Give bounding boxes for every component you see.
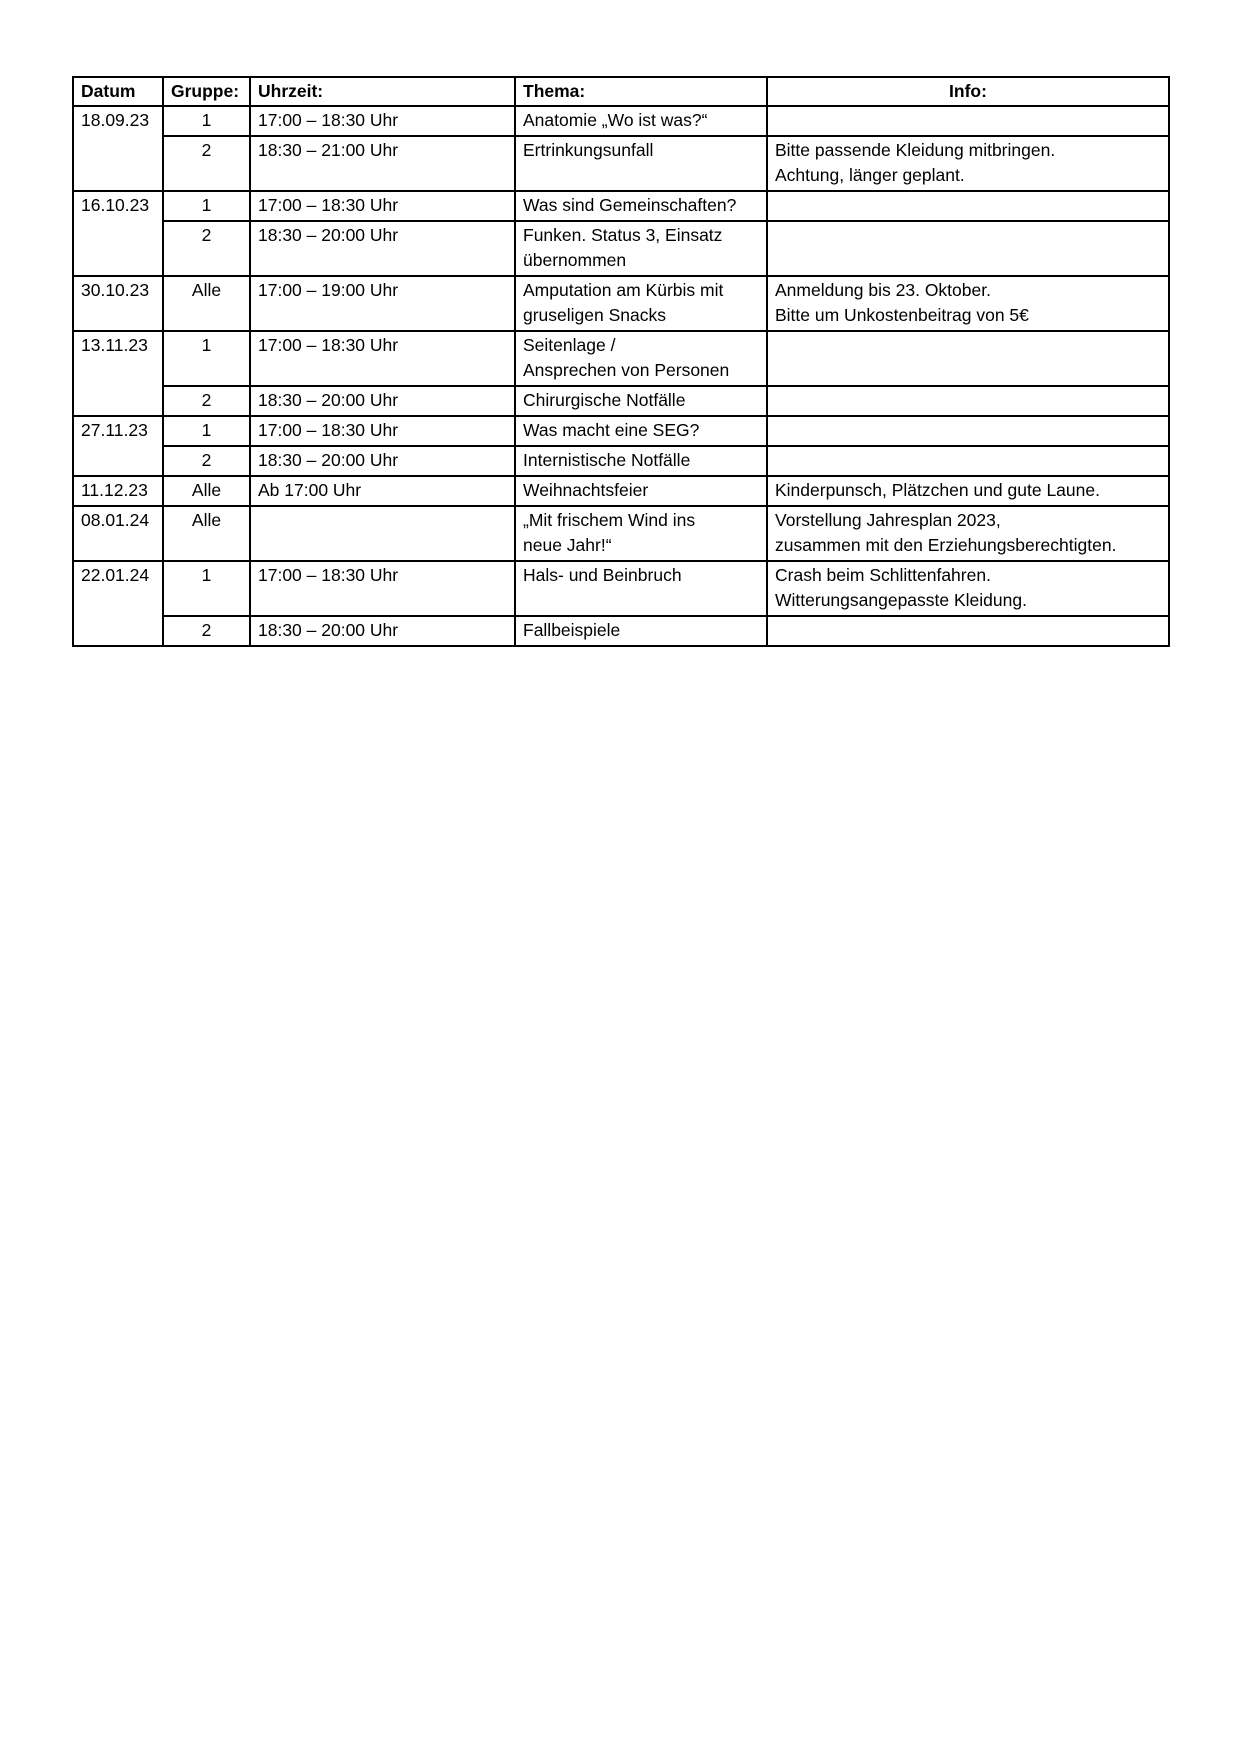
time-cell: 18:30 – 20:00 Uhr	[250, 446, 515, 476]
table-row	[73, 416, 1169, 446]
info-cell	[767, 561, 1169, 616]
table-row	[73, 276, 1169, 331]
info-cell	[767, 136, 1169, 191]
info-cell	[767, 446, 1169, 476]
topic-line: Funken. Status 3, Einsatz	[523, 225, 723, 245]
group-cell: 2	[163, 616, 250, 646]
info-line: Witterungsangepasste Kleidung.	[775, 590, 1027, 610]
time-cell: 17:00 – 18:30 Uhr	[250, 191, 515, 221]
info-cell	[767, 416, 1169, 446]
table-row	[73, 506, 1169, 561]
group-cell: Alle	[163, 506, 250, 561]
topic-cell	[515, 416, 767, 446]
topic-cell	[515, 276, 767, 331]
info-cell	[767, 616, 1169, 646]
topic-cell	[515, 331, 767, 386]
info-cell	[767, 331, 1169, 386]
topic-line: Internistische Notfälle	[523, 450, 691, 470]
table-row	[73, 136, 1169, 191]
group-cell: 1	[163, 191, 250, 221]
topic-line: Amputation am Kürbis mit	[523, 280, 724, 300]
topic-line: Anatomie „Wo ist was?“	[523, 110, 708, 130]
table-row	[73, 561, 1169, 616]
group-cell: 1	[163, 561, 250, 616]
header-gruppe: Gruppe:	[163, 77, 250, 106]
header-datum: Datum	[73, 77, 163, 106]
time-cell	[250, 506, 515, 561]
info-line: Crash beim Schlittenfahren.	[775, 565, 991, 585]
topic-cell	[515, 106, 767, 136]
schedule-table	[72, 76, 1170, 647]
topic-cell	[515, 386, 767, 416]
header-uhrzeit: Uhrzeit:	[250, 77, 515, 106]
info-line: Kinderpunsch, Plätzchen und gute Laune.	[775, 480, 1100, 500]
time-cell: 17:00 – 18:30 Uhr	[250, 106, 515, 136]
info-cell	[767, 476, 1169, 506]
info-line: Anmeldung bis 23. Oktober.	[775, 280, 991, 300]
time-cell: 18:30 – 20:00 Uhr	[250, 221, 515, 276]
info-cell	[767, 276, 1169, 331]
topic-cell	[515, 221, 767, 276]
topic-cell	[515, 506, 767, 561]
table-row	[73, 191, 1169, 221]
header-thema: Thema:	[515, 77, 767, 106]
time-cell: 18:30 – 21:00 Uhr	[250, 136, 515, 191]
info-line: Vorstellung Jahresplan 2023,	[775, 510, 1001, 530]
topic-line: Seitenlage /	[523, 335, 616, 355]
header-info: Info:	[767, 77, 1169, 106]
topic-line: gruseligen Snacks	[523, 305, 666, 325]
topic-cell	[515, 476, 767, 506]
info-cell	[767, 191, 1169, 221]
date-cell: 11.12.23	[73, 476, 163, 506]
date-cell: 16.10.23	[73, 191, 163, 276]
info-cell	[767, 506, 1169, 561]
time-cell: Ab 17:00 Uhr	[250, 476, 515, 506]
info-line: Bitte passende Kleidung mitbringen.	[775, 140, 1056, 160]
topic-line: Ertrinkungsunfall	[523, 140, 654, 160]
time-cell: 17:00 – 18:30 Uhr	[250, 331, 515, 386]
topic-line: Weihnachtsfeier	[523, 480, 649, 500]
topic-cell	[515, 136, 767, 191]
group-cell: 2	[163, 221, 250, 276]
date-cell: 08.01.24	[73, 506, 163, 561]
topic-line: „Mit frischem Wind ins	[523, 510, 696, 530]
topic-cell	[515, 561, 767, 616]
time-cell: 17:00 – 18:30 Uhr	[250, 416, 515, 446]
info-cell	[767, 386, 1169, 416]
topic-line: Fallbeispiele	[523, 620, 621, 640]
group-cell: 2	[163, 136, 250, 191]
info-line: zusammen mit den Erziehungsberechtigten.	[775, 535, 1117, 555]
group-cell: Alle	[163, 476, 250, 506]
date-cell: 27.11.23	[73, 416, 163, 476]
topic-line: Chirurgische Notfälle	[523, 390, 686, 410]
info-cell	[767, 106, 1169, 136]
header-row	[73, 77, 1169, 106]
time-cell: 17:00 – 18:30 Uhr	[250, 561, 515, 616]
table-row	[73, 446, 1169, 476]
group-cell: 2	[163, 386, 250, 416]
topic-line: Ansprechen von Personen	[523, 360, 730, 380]
table-row	[73, 476, 1169, 506]
table-row	[73, 106, 1169, 136]
topic-line: neue Jahr!“	[523, 535, 612, 555]
info-line: Achtung, länger geplant.	[775, 165, 965, 185]
topic-cell	[515, 191, 767, 221]
date-cell: 13.11.23	[73, 331, 163, 416]
topic-line: Was sind Gemeinschaften?	[523, 195, 737, 215]
topic-cell	[515, 446, 767, 476]
table-row	[73, 331, 1169, 386]
time-cell: 18:30 – 20:00 Uhr	[250, 616, 515, 646]
date-cell: 30.10.23	[73, 276, 163, 331]
info-cell	[767, 221, 1169, 276]
time-cell: 18:30 – 20:00 Uhr	[250, 386, 515, 416]
group-cell: Alle	[163, 276, 250, 331]
group-cell: 1	[163, 331, 250, 386]
group-cell: 2	[163, 446, 250, 476]
table-row	[73, 386, 1169, 416]
info-line: Bitte um Unkostenbeitrag von 5€	[775, 305, 1029, 325]
topic-line: Hals- und Beinbruch	[523, 565, 682, 585]
table-row	[73, 221, 1169, 276]
table-row	[73, 616, 1169, 646]
time-cell: 17:00 – 19:00 Uhr	[250, 276, 515, 331]
topic-line: übernommen	[523, 250, 627, 270]
date-cell: 22.01.24	[73, 561, 163, 646]
topic-cell	[515, 616, 767, 646]
topic-line: Was macht eine SEG?	[523, 420, 700, 440]
schedule-body	[73, 106, 1169, 646]
group-cell: 1	[163, 106, 250, 136]
date-cell: 18.09.23	[73, 106, 163, 191]
group-cell: 1	[163, 416, 250, 446]
